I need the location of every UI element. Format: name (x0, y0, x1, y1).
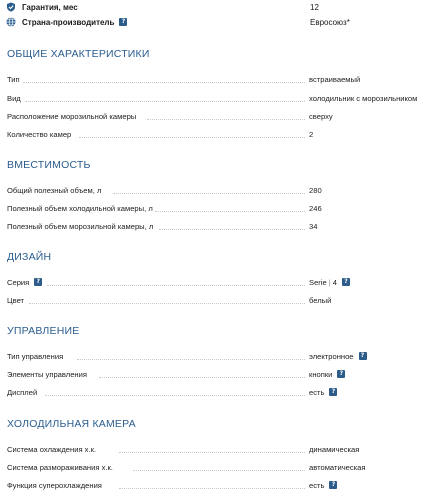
spec-label: Функция суперохлаждения (7, 480, 102, 490)
spec-value-wrap (309, 368, 345, 380)
spec-row (7, 368, 417, 380)
spec-label: Система охлаждения х.к. (7, 444, 97, 454)
spec-label: Цвет (7, 295, 25, 305)
spec-label: Тип (7, 74, 20, 84)
help-icon[interactable]: ? (34, 278, 42, 286)
spec-row (7, 110, 417, 122)
spec-label: Элементы управления (7, 369, 87, 379)
spec-label: Расположение морозильной камеры (7, 111, 137, 121)
spec-row (7, 202, 417, 214)
spec-value: есть (309, 387, 325, 397)
help-icon[interactable]: ? (359, 352, 367, 360)
help-icon[interactable]: ? (119, 18, 127, 26)
spec-value: динамическая (309, 444, 360, 454)
dotted-leader (147, 119, 305, 120)
globe-icon (6, 17, 16, 27)
spec-label: Вид (7, 93, 21, 103)
spec-value-wrap (309, 479, 337, 491)
dotted-leader (159, 229, 305, 230)
help-icon[interactable]: ? (337, 370, 345, 378)
section-title-fridge: ХОЛОДИЛЬНАЯ КАМЕРА (7, 418, 136, 430)
help-icon[interactable]: ? (342, 278, 350, 286)
country-row (6, 15, 416, 29)
spec-row (7, 276, 417, 288)
spec-row (7, 294, 417, 306)
section-title-control: УПРАВЛЕНИЕ (7, 325, 80, 337)
spec-label: Система размораживания х.к. (7, 462, 113, 472)
spec-value: сверху (309, 111, 333, 121)
spec-row (7, 92, 417, 104)
spec-row (7, 184, 417, 196)
spec-row (7, 386, 417, 398)
spec-value-wrap (309, 386, 337, 398)
spec-value: автоматическая (309, 462, 366, 472)
spec-label: Общий полезный объем, л (7, 185, 102, 195)
dotted-leader (77, 359, 305, 360)
warranty-label-wrap (6, 2, 308, 12)
spec-row (7, 443, 417, 455)
dotted-leader (119, 452, 305, 453)
dotted-leader (45, 395, 305, 396)
dotted-leader (29, 303, 305, 304)
help-icon[interactable]: ? (329, 388, 337, 396)
dotted-leader (133, 470, 305, 471)
spec-value-wrap (309, 276, 350, 288)
help-icon[interactable]: ? (329, 481, 337, 489)
spec-label: Полезный объем морозильной камеры, л (7, 221, 154, 231)
spec-label: Серия (7, 277, 30, 287)
section-title-capacity: ВМЕСТИМОСТЬ (7, 159, 91, 171)
spec-label: Полезный объем холодильной камеры, л (7, 203, 153, 213)
spec-value: есть (309, 480, 325, 490)
warranty-row (6, 0, 416, 14)
dotted-leader (47, 285, 305, 286)
spec-value: 280 (309, 185, 322, 195)
section-title-general: ОБЩИЕ ХАРАКТЕРИСТИКИ (7, 48, 150, 60)
spec-label: Тип управления (7, 351, 64, 361)
warranty-value: 12 (310, 2, 319, 12)
spec-row (7, 350, 417, 362)
country-label-wrap (6, 17, 308, 27)
spec-value: Serie (309, 277, 327, 287)
dotted-leader (155, 211, 305, 212)
spec-value: электронное (309, 351, 354, 361)
spec-row (7, 461, 417, 473)
spec-row (7, 73, 417, 85)
dotted-leader (99, 377, 305, 378)
spec-value: 34 (309, 221, 318, 231)
spec-row (7, 220, 417, 232)
country-label: Страна-производитель (22, 17, 115, 27)
spec-row (7, 479, 417, 491)
spec-value: 246 (309, 203, 322, 213)
dotted-leader (119, 488, 305, 489)
dotted-leader (23, 82, 305, 83)
spec-value: белый (309, 295, 332, 305)
spec-label-wrap (7, 276, 42, 288)
spec-value: встраиваемый (309, 74, 361, 84)
value-separator: | (328, 277, 331, 287)
dotted-leader (113, 193, 305, 194)
warranty-label: Гарантия, мес (22, 2, 78, 12)
spec-value: 2 (309, 129, 314, 139)
spec-value-extra: 4 (332, 277, 337, 287)
spec-value: кнопки (309, 369, 333, 379)
spec-label: Дисплей (7, 387, 38, 397)
shield-check-icon (6, 2, 16, 12)
spec-value-wrap (309, 350, 367, 362)
spec-row (7, 128, 417, 140)
spec-value: холодильник с морозильником (309, 93, 418, 103)
spec-label: Количество камер (7, 129, 72, 139)
section-title-design: ДИЗАЙН (7, 251, 52, 263)
dotted-leader (79, 137, 305, 138)
country-value: Евросоюз* (310, 17, 350, 27)
dotted-leader (25, 101, 305, 102)
